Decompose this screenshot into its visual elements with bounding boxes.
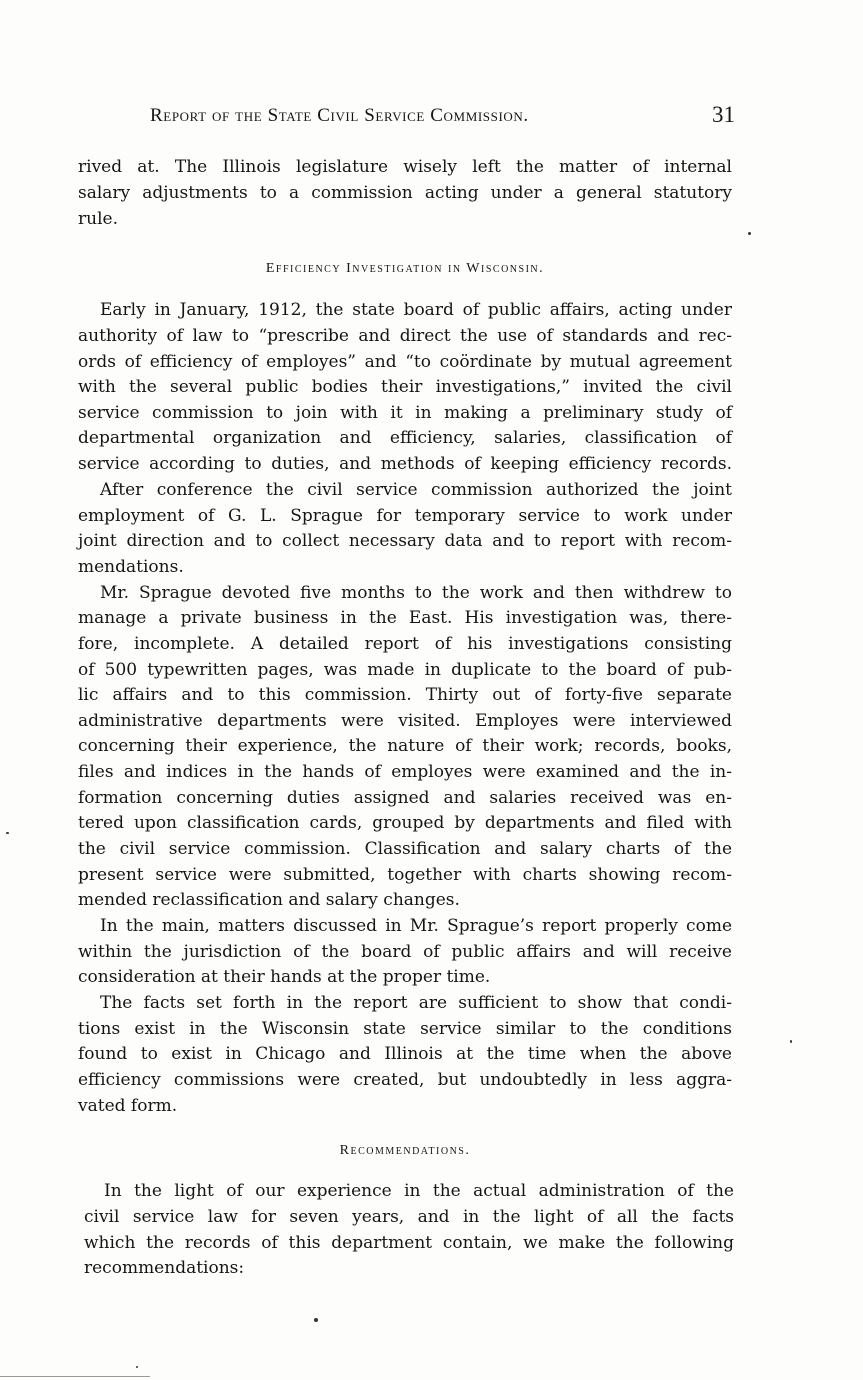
- text-line: departmental organization and efficiency, salaries, classification of: [78, 428, 732, 448]
- text-line: service according to duties, and methods of keeping efficiency records.: [78, 454, 732, 474]
- scan-speck: [136, 1366, 138, 1368]
- text-line: of 500 typewritten pages, was made in duplicate to the board of pub-: [78, 660, 732, 680]
- text-line: manage a private business in the East. His investigation was, there-: [78, 608, 732, 628]
- text-line: rule.: [78, 209, 118, 229]
- text-line: efficiency commissions were created, but undoubtedly in less aggra-: [78, 1070, 732, 1090]
- text-line: administrative departments were visited. Employes were interviewed: [78, 711, 732, 731]
- text-line: present service were submitted, together with charts showing recom-: [78, 865, 732, 885]
- text-line: files and indices in the hands of employes were examined and the in-: [78, 762, 732, 782]
- text-line: The facts set forth in the report are sufficient to show that condi-: [100, 993, 732, 1013]
- scan-speck: [748, 232, 751, 235]
- text-line: service commission to join with it in making a preliminary study of: [78, 403, 732, 423]
- text-line: tered upon classification cards, grouped by departments and filed with: [78, 813, 732, 833]
- section-heading-recommendations: Recommendations.: [339, 1143, 471, 1158]
- text-line: which the records of this department contain, we make the following: [84, 1233, 734, 1253]
- text-line: employment of G. L. Sprague for temporary service to work under: [78, 506, 732, 526]
- page-number: 31: [712, 102, 735, 127]
- text-line: concerning their experience, the nature of their work; records, books,: [78, 736, 732, 756]
- text-line: After conference the civil service commission authorized the joint: [100, 480, 732, 500]
- text-line: vated form.: [78, 1096, 178, 1116]
- text-line: fore, incomplete. A detailed report of his investigations consisting: [78, 634, 732, 654]
- text-line: found to exist in Chicago and Illinois at the time when the above: [78, 1044, 732, 1064]
- text-line: mended reclassification and salary changes.: [78, 890, 460, 910]
- text-line: joint direction and to collect necessary data and to report with recom-: [78, 531, 732, 551]
- text-line: recommendations:: [84, 1258, 245, 1278]
- text-line: within the jurisdiction of the board of public affairs and will receive: [78, 942, 732, 962]
- text-line: ords of efficiency of employes” and “to coördinate by mutual agreement: [78, 352, 732, 372]
- scan-speck: [790, 1040, 792, 1043]
- text-line: Mr. Sprague devoted five months to the work and then withdrew to: [100, 583, 732, 603]
- text-line: In the main, matters discussed in Mr. Sprague’s report properly come: [100, 916, 732, 936]
- text-line: Early in January, 1912, the state board of public affairs, acting under: [100, 300, 732, 320]
- running-title: Report of the State Civil Service Commission.: [150, 105, 529, 126]
- text-line: lic affairs and to this commission. Thirty out of forty-five separate: [78, 685, 732, 705]
- text-line: civil service law for seven years, and in the light of all the facts: [84, 1207, 734, 1227]
- text-line: formation concerning duties assigned and salaries received was en-: [78, 788, 732, 808]
- text-line: mendations.: [78, 557, 184, 577]
- text-line: the civil service commission. Classification and salary charts of the: [78, 839, 732, 859]
- scan-speck: [314, 1318, 318, 1322]
- scan-speck: [6, 832, 9, 834]
- page-edge: [0, 1376, 150, 1377]
- text-line: consideration at their hands at the proper time.: [78, 967, 491, 987]
- text-line: tions exist in the Wisconsin state service similar to the conditions: [78, 1019, 732, 1039]
- text-line: authority of law to “prescribe and direct the use of standards and rec-: [78, 326, 732, 346]
- running-header: [150, 102, 735, 132]
- text-line: In the light of our experience in the actual administration of the: [104, 1181, 734, 1201]
- text-line: rived at. The Illinois legislature wisely left the matter of internal: [78, 157, 732, 177]
- text-line: salary adjustments to a commission acting under a general statutory: [78, 183, 732, 203]
- section-heading-efficiency: Efficiency Investigation in Wisconsin.: [265, 261, 545, 276]
- text-line: with the several public bodies their investigations,” invited the civil: [78, 377, 732, 397]
